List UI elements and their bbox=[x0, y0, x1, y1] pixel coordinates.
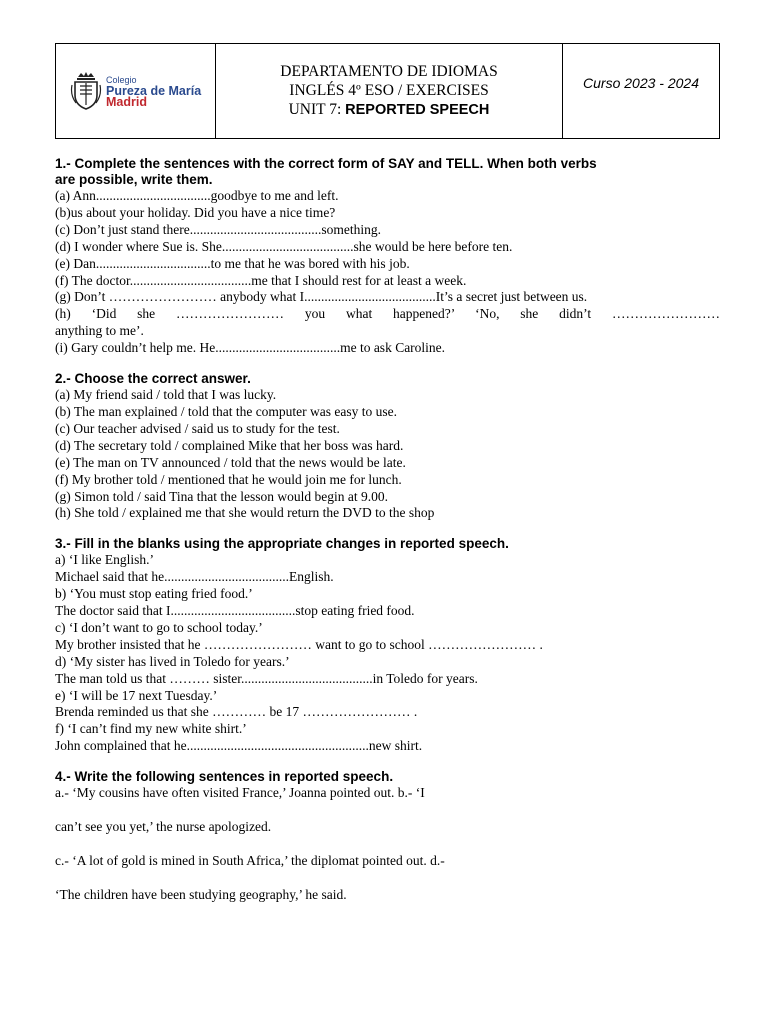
exercise-line: a) ‘I like English.’ bbox=[55, 552, 154, 568]
section-2 bbox=[55, 371, 720, 522]
exercise-line: e) ‘I will be 17 next Tuesday.’ bbox=[55, 687, 218, 703]
exercise-line: (a) My friend said / told that I was lucky. bbox=[55, 387, 277, 403]
exercise-content bbox=[55, 156, 720, 904]
logo-line-name: Pureza de María bbox=[106, 83, 202, 98]
answer-space bbox=[55, 836, 720, 853]
exercise-line: d) ‘My sister has lived in Toledo for years.’ bbox=[55, 653, 290, 669]
exercise-line: c) ‘I don’t want to go to school today.’ bbox=[55, 619, 263, 635]
exercise-line: anything to me’. bbox=[55, 323, 144, 339]
exercise-line: Michael said that he.....................................English. bbox=[55, 569, 334, 585]
header-table bbox=[55, 43, 720, 139]
unit-prefix: UNIT 7: bbox=[288, 101, 346, 118]
exercise-line: a.- ‘My cousins have often visited France,’ Joanna pointed out. b.- ‘I bbox=[55, 785, 425, 801]
exercise-line: (g) Don’t …………………… anybody what I.......................................It’s a secret just between us. bbox=[55, 289, 588, 305]
school-logo-text bbox=[106, 75, 201, 108]
course-level-title: INGLÉS 4º ESO / EXERCISES bbox=[289, 82, 489, 99]
exercise-line: (c) Our teacher advised / said us to study for the test. bbox=[55, 420, 340, 436]
exercise-line: John complained that he......................................................new shirt. bbox=[55, 738, 423, 754]
exercise-line: (e) Dan..................................to me that he was bored with his job. bbox=[55, 255, 410, 271]
exercise-line: can’t see you yet,’ the nurse apologized. bbox=[55, 819, 272, 835]
title-cell bbox=[216, 44, 563, 138]
exercise-line: b) ‘You must stop eating fried food.’ bbox=[55, 586, 253, 602]
unit-topic: REPORTED SPEECH bbox=[345, 102, 490, 118]
section-3-title: 3.- Fill in the blanks using the appropriate changes in reported speech. bbox=[55, 536, 509, 552]
section-4 bbox=[55, 769, 720, 904]
exercise-line: (h) ‘Did she …………………… you what happened?’ ‘No, she didn’t …………………… bbox=[55, 306, 720, 322]
exercise-line: (f) The doctor....................................me that I should rest for at least a week. bbox=[55, 272, 467, 288]
unit-title bbox=[289, 100, 490, 120]
section-3 bbox=[55, 536, 720, 755]
section-4-title: 4.- Write the following sentences in reported speech. bbox=[55, 769, 394, 785]
answer-space bbox=[55, 870, 720, 887]
exercise-line: (e) The man on TV announced / told that the news would be late. bbox=[55, 454, 406, 470]
exercise-line: The doctor said that I.....................................stop eating fried food. bbox=[55, 603, 415, 619]
exercise-line: ‘The children have been studying geography,’ he said. bbox=[55, 886, 347, 902]
department-title: DEPARTAMENTO DE IDIOMAS bbox=[280, 63, 498, 80]
academic-year: Curso 2023 - 2024 bbox=[583, 75, 699, 91]
exercise-line: (h) She told / explained me that she would return the DVD to the shop bbox=[55, 505, 435, 521]
exercise-line: (b) The man explained / told that the computer was easy to use. bbox=[55, 403, 398, 419]
exercise-line: (f) My brother told / mentioned that he would join me for lunch. bbox=[55, 471, 402, 487]
exercise-line: Brenda reminded us that she ………… be 17 …………………… . bbox=[55, 704, 418, 720]
logo-line-city: Madrid bbox=[106, 94, 147, 109]
exercise-line: c.- ‘A lot of gold is mined in South Africa,’ the diplomat pointed out. d.- bbox=[55, 853, 445, 868]
exercise-line: (a) Ann..................................goodbye to me and left. bbox=[55, 188, 339, 203]
section-1 bbox=[55, 156, 720, 357]
school-crest-icon bbox=[70, 71, 102, 111]
logo-line-colegio: Colegio bbox=[106, 74, 137, 85]
answer-space bbox=[55, 802, 720, 819]
exercise-line: f) ‘I can’t find my new white shirt.’ bbox=[55, 721, 247, 737]
logo-cell bbox=[56, 44, 216, 138]
section-1-title-line-2: are possible, write them. bbox=[55, 172, 213, 187]
exercise-line: My brother insisted that he …………………… want to go to school …………………… . bbox=[55, 636, 543, 652]
exercise-line: The man told us that ……… sister.......................................in Toledo for years. bbox=[55, 670, 478, 686]
exercise-line: (d) I wonder where Sue is. She.......................................she would be here before ten. bbox=[55, 238, 513, 254]
section-2-title: 2.- Choose the correct answer. bbox=[55, 371, 251, 387]
exercise-line: (b)us about your holiday. Did you have a nice time? bbox=[55, 204, 336, 220]
exercise-line: (c) Don’t just stand there.......................................something. bbox=[55, 221, 381, 237]
section-1-title-line-1: 1.- Complete the sentences with the correct form of SAY and TELL. When both verbs bbox=[55, 156, 597, 171]
exercise-line: (d) The secretary told / complained Mike that her boss was hard. bbox=[55, 437, 404, 453]
exercise-line: (g) Simon told / said Tina that the lesson would begin at 9.00. bbox=[55, 488, 388, 504]
academic-year-cell bbox=[563, 44, 719, 138]
exercise-line: (i) Gary couldn’t help me. He.....................................me to ask Caroline. bbox=[55, 340, 446, 356]
